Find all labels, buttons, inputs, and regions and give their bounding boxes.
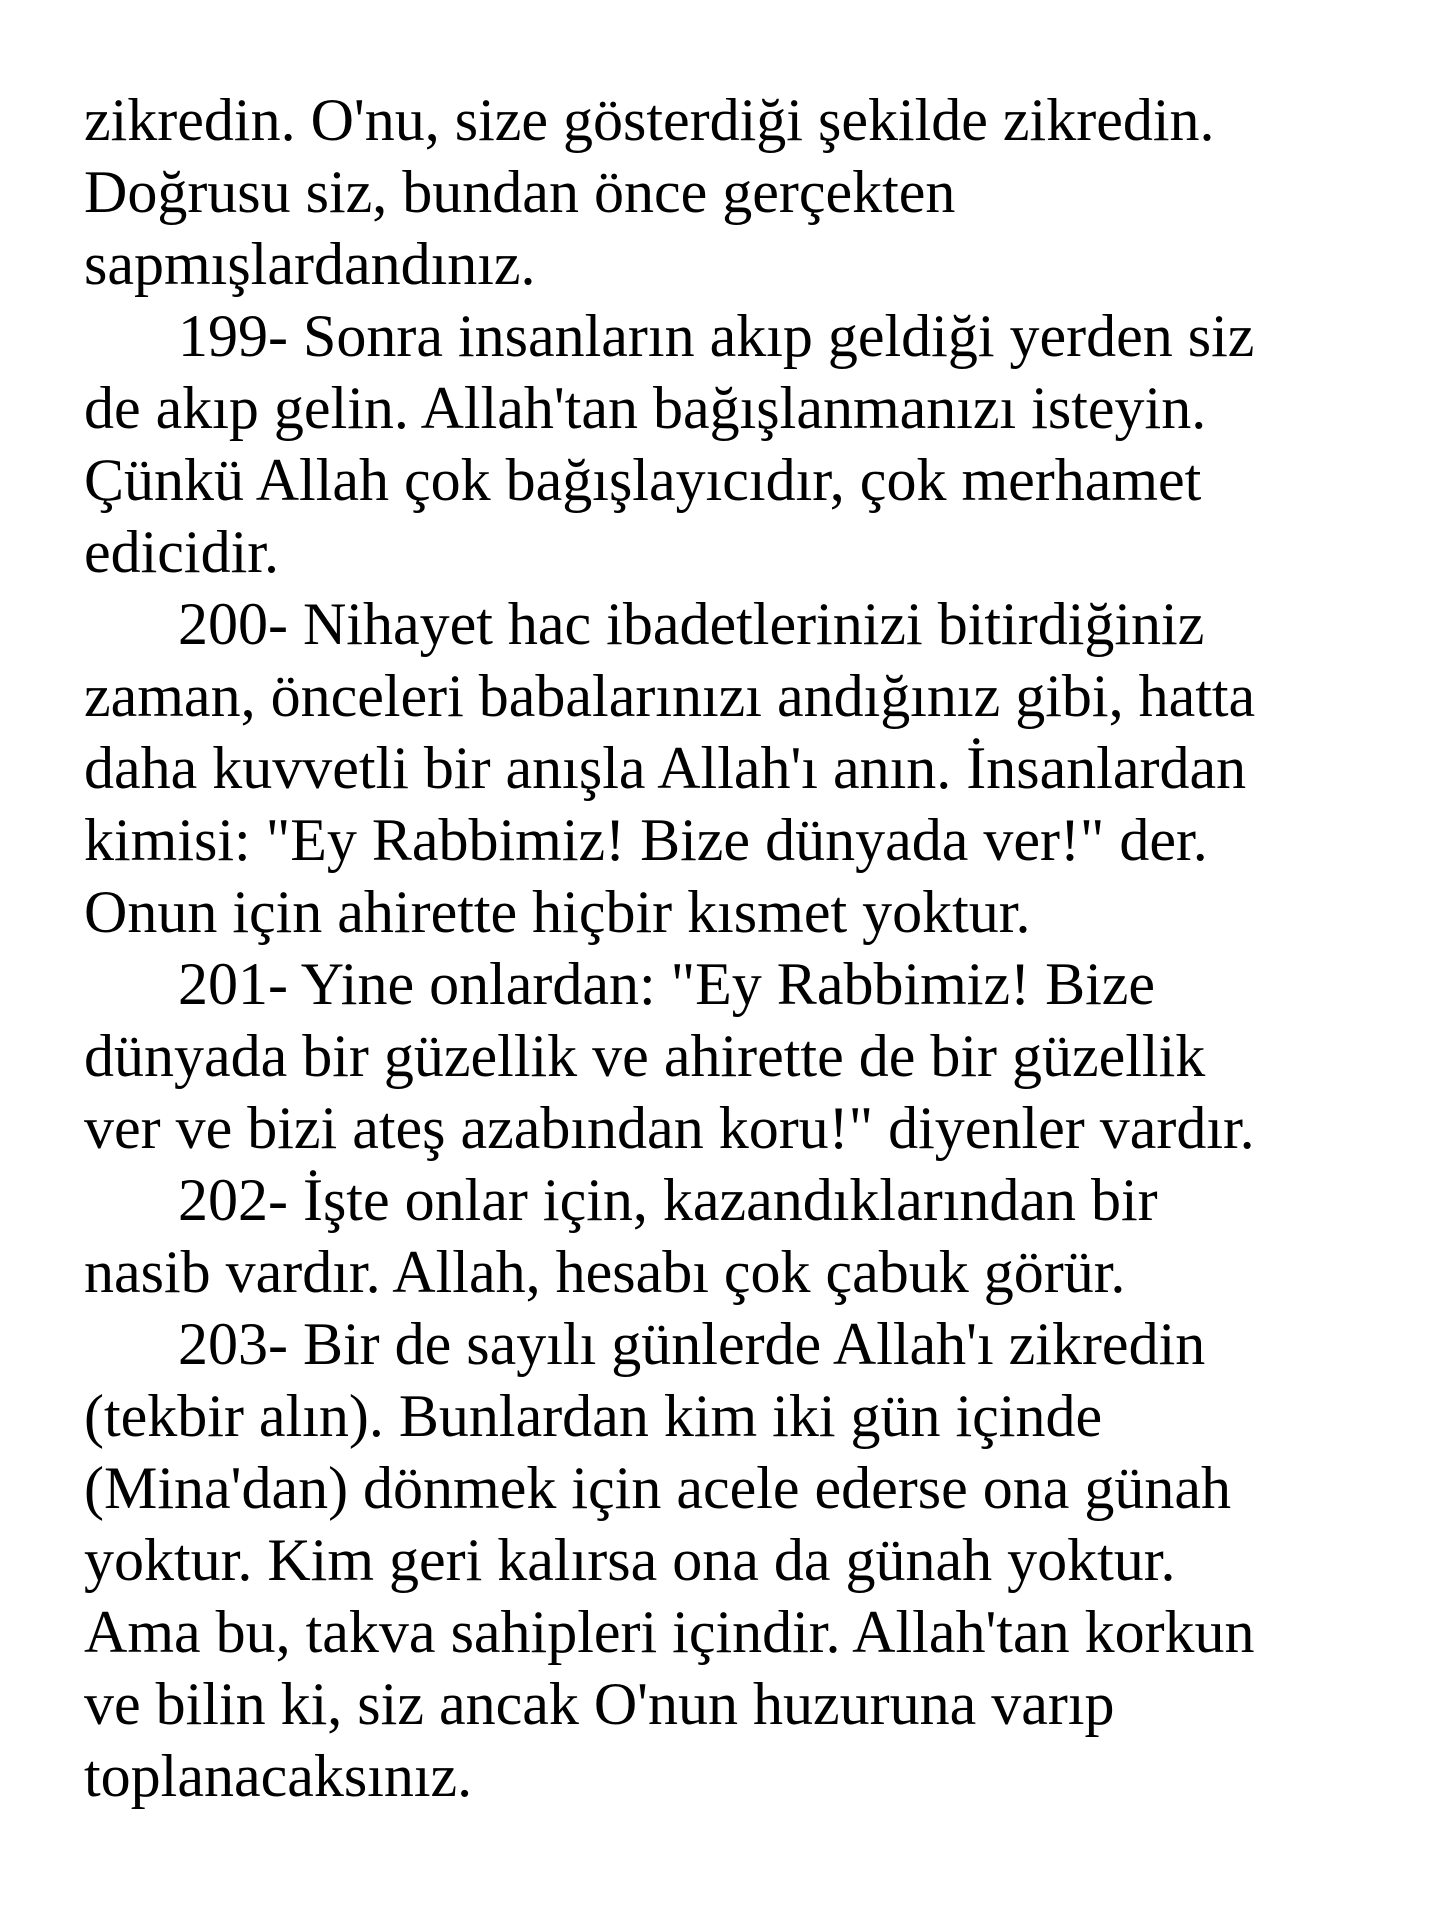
text-line: daha kuvvetli bir anışla Allah'ı anın. İnsanlardan (84, 735, 1247, 801)
text-line: kimisi: "Ey Rabbimiz! Bize dünyada ver!" der. (84, 807, 1208, 873)
text-line: Onun için ahirette hiçbir kısmet yoktur. (84, 879, 1031, 945)
text-line: nasib vardır. Allah, hesabı çok çabuk görür. (84, 1239, 1126, 1305)
verse-202-start: 202- İşte onlar için, kazandıklarından bir (178, 1167, 1158, 1233)
text-line: ve bilin ki, siz ancak O'nun huzuruna varıp (84, 1671, 1115, 1737)
text-line: toplanacaksınız. (84, 1743, 473, 1809)
verse-201-start: 201- Yine onlardan: "Ey Rabbimiz! Bize (178, 951, 1156, 1017)
text-line: de akıp gelin. Allah'tan bağışlanmanızı isteyin. (84, 375, 1207, 441)
text-line: zikredin. O'nu, size gösterdiği şekilde zikredin. (84, 87, 1215, 153)
text-line: yoktur. Kim geri kalırsa ona da günah yoktur. (84, 1527, 1176, 1593)
verse-203-start: 203- Bir de sayılı günlerde Allah'ı zikredin (178, 1311, 1206, 1377)
text-line: edicidir. (84, 519, 279, 585)
text-line: Doğrusu siz, bundan önce gerçekten (84, 159, 956, 225)
verse-199-start: 199- Sonra insanların akıp geldiği yerden siz (178, 303, 1255, 369)
text-line: sapmışlardandınız. (84, 231, 536, 297)
text-line: ver ve bizi ateş azabından koru!" diyenler vardır. (84, 1095, 1255, 1161)
verse-200-start: 200- Nihayet hac ibadetlerinizi bitirdiğiniz (178, 591, 1205, 657)
text-line: dünyada bir güzellik ve ahirette de bir güzellik (84, 1023, 1206, 1089)
text-line: (tekbir alın). Bunlardan kim iki gün içinde (84, 1383, 1103, 1449)
text-line: Çünkü Allah çok bağışlayıcıdır, çok merhamet (84, 447, 1202, 513)
text-line: Ama bu, takva sahipleri içindir. Allah'tan korkun (84, 1599, 1255, 1665)
text-line: (Mina'dan) dönmek için acele ederse ona günah (84, 1455, 1232, 1521)
document-page (84, 84, 1404, 1812)
text-line: zaman, önceleri babalarınızı andığınız gibi, hatta (84, 663, 1256, 729)
